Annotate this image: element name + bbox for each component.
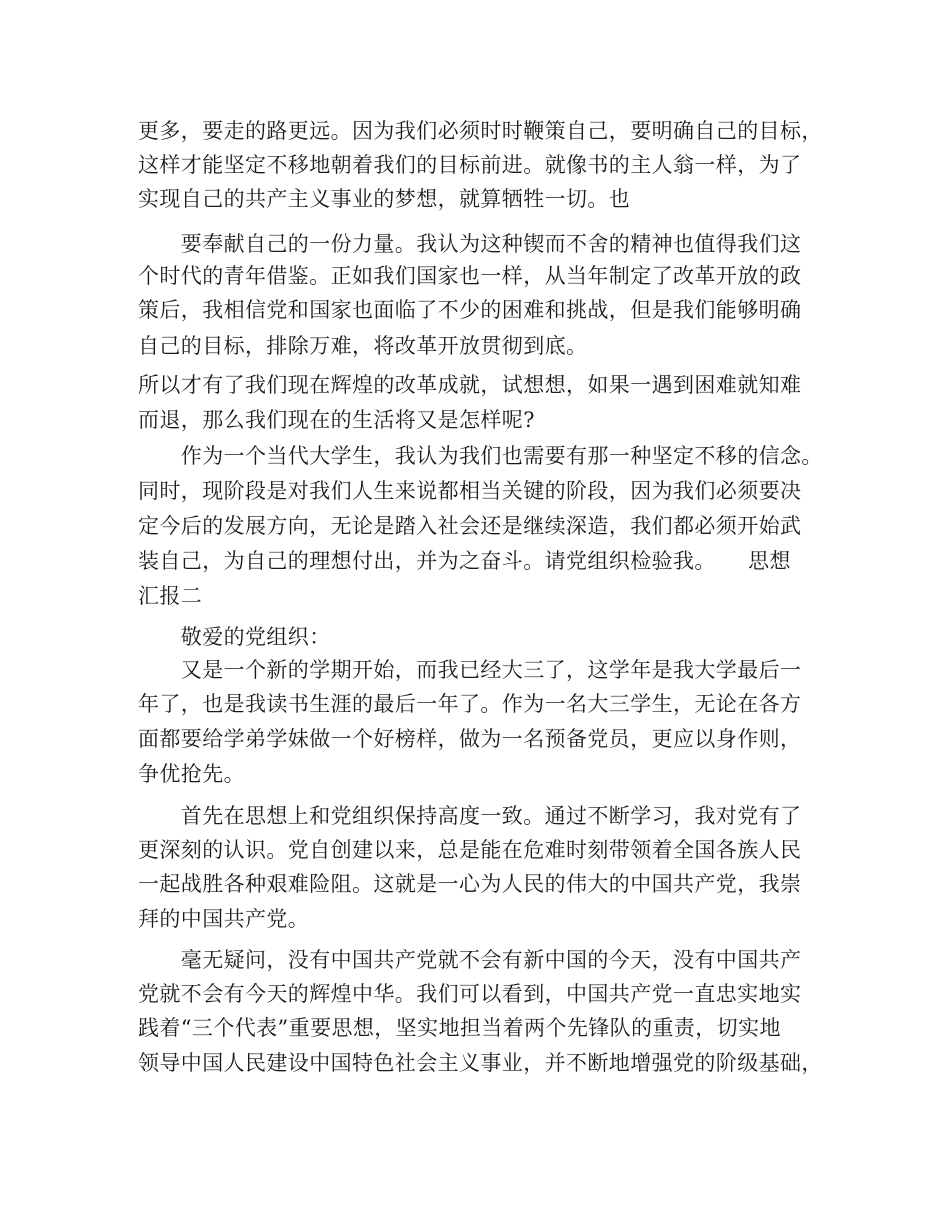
text-line: 首先在思想上和党组织保持高度一致。通过不断学习，我对党有了 (138, 804, 802, 828)
text-line: 更深刻的认识。党自创建以来，总是能在危难时刻带领着全国各族人民 (138, 838, 802, 862)
text-line: 又是一个新的学期开始，而我已经大三了，这学年是我大学最后一 (138, 658, 802, 682)
text-line: 自己的目标，排除万难，将改革开放贯彻到底。 (138, 334, 588, 358)
text-line: 党就不会有今天的辉煌中华。我们可以看到，中国共产党一直忠实地实 (138, 982, 802, 1006)
text-line: 这样才能坚定不移地朝着我们的目标前进。就像书的主人翁一样，为了 (138, 153, 802, 177)
text-line: 一起战胜各种艰难险阻。这就是一心为人民的伟大的中国共产党，我崇 (138, 872, 802, 896)
text-line: 年了，也是我读书生涯的最后一年了。作为一名大三学生，无论在各方 (138, 692, 802, 716)
text-line: 实现自己的共产主义事业的梦想，就算牺牲一切。也 (138, 187, 631, 211)
text-line: 作为一个当代大学生，我认为我们也需要有那一种坚定不移的信念。 (138, 444, 823, 468)
text-line: 定今后的发展方向，无论是踏入社会还是继续深造，我们都必须开始武 (138, 514, 802, 538)
text-line: 要奉献自己的一份力量。我认为这种锲而不舍的精神也值得我们这 (138, 232, 802, 256)
text-line: 个时代的青年借鉴。正如我们国家也一样，从当年制定了改革开放的政 (138, 264, 802, 288)
text-line: 践着“三个代表”重要思想，坚实地担当着两个先锋队的重责，切实地 (138, 1016, 781, 1040)
text-line: 同时，现阶段是对我们人生来说都相当关键的阶段，因为我们必须要决 (138, 479, 802, 503)
text-line: 而退，那么我们现在的生活将又是怎样呢? (138, 408, 535, 432)
text-line: 汇报二 (138, 584, 203, 608)
text-line: 拜的中国共产党。 (138, 907, 310, 931)
text-line: 策后，我相信党和国家也面临了不少的困难和挑战，但是我们能够明确 (138, 298, 802, 322)
text-line: 装自己，为自己的理想付出，并为之奋斗。请党组织检验我。 思想 (138, 549, 791, 573)
text-line: 争优抢先。 (138, 762, 245, 786)
text-line: 所以才有了我们现在辉煌的改革成就，试想想，如果一遇到困难就知难 (138, 373, 802, 397)
text-line: 领导中国人民建设中国特色社会主义事业，并不断地增强党的阶级基础， (138, 1051, 823, 1075)
text-line: 毫无疑问，没有中国共产党就不会有新中国的今天，没有中国共产 (138, 948, 802, 972)
text-line: 敬爱的党组织： (138, 625, 331, 649)
text-line: 更多，要走的路更远。因为我们必须时时鞭策自己，要明确自己的目标， (138, 119, 823, 143)
text-line: 面都要给学弟学妹做一个好榜样，做为一名预备党员，更应以身作则， (138, 727, 802, 751)
